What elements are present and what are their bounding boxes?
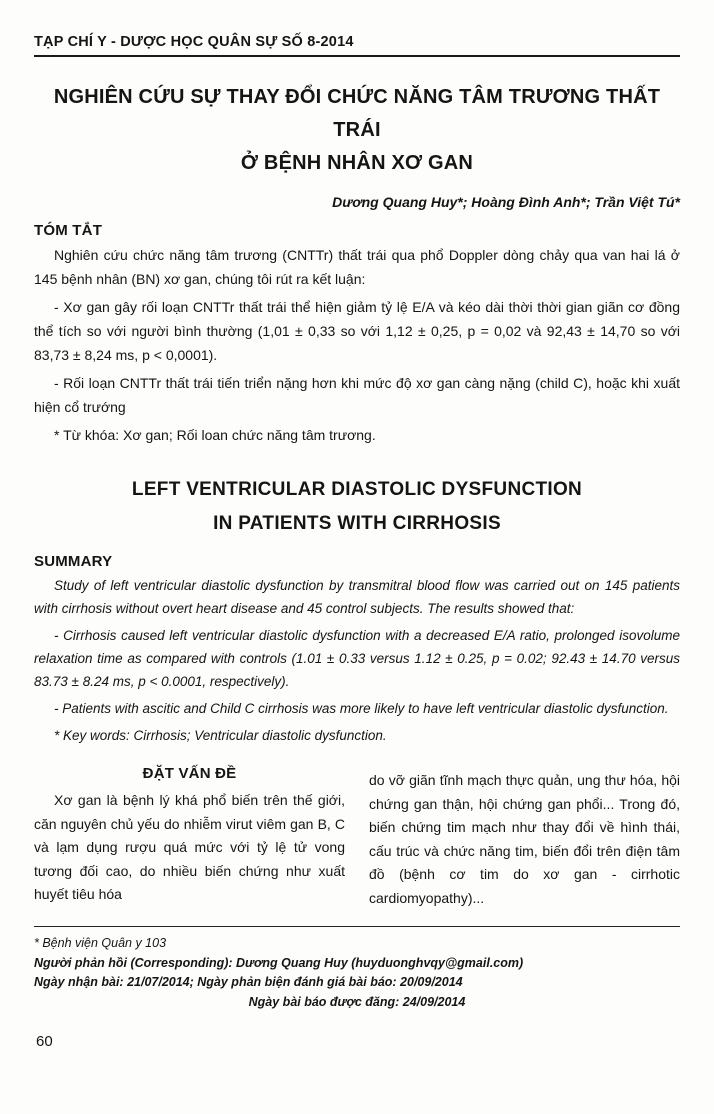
keywords-label-vi: * Từ khóa: [54,427,120,443]
summary-paragraph-3: - Patients with ascitic and Child C cirrhosis was more likely to have left ventricular diastolic dysfunction. [54,701,669,716]
keywords-text-vi: Xơ gan; Rối loan chức năng tâm trương. [119,427,376,443]
footnote-publish-date: Ngày bài báo được đăng: 24/09/2014 [248,994,466,1009]
article-title-en-line1: LEFT VENTRICULAR DIASTOLIC DYSFUNCTION [131,479,583,500]
article-title-vietnamese [34,81,680,180]
article-title-vi-line2: Ở BỆNH NHÂN XƠ GAN [240,152,474,174]
intro-paragraph-left: Xơ gan là bệnh lý khá phổ biến trên thế giới, căn nguyên chủ yếu do nhiễm virut viêm gan B, C và lạm dụng rượu quá mức với tỷ lệ tử vong tương đối cao, do nhiều biến chứng như xuất huyết tiêu hóa [34,792,345,902]
left-column [34,765,345,910]
footnotes [34,926,680,1012]
footnote-review-dates: Ngày nhận bài: 21/07/2014; Ngày phản biện đánh giá bài báo: 20/09/2014 [34,975,463,989]
article-title-vi-line1: NGHIÊN CỨU SỰ THAY ĐỔI CHỨC NĂNG TÂM TRƯƠNG THẤT TRÁI [53,86,661,141]
summary-paragraph-1: Study of left ventricular diastolic dysfunction by transmitral blood flow was carried out on 145 patients with cirrhosis without overt heart disease and 45 control subjects. The results showed that: [34,578,680,616]
summary-heading: SUMMARY [34,553,113,570]
journal-header [34,34,680,57]
keywords-label-en: * Key words: [54,728,130,743]
keywords-line-en [34,724,680,747]
footnote-rule [34,926,680,927]
footnote-affiliation: * Bệnh viện Quân y 103 [34,936,167,950]
summary-paragraph-2: - Cirrhosis caused left ventricular diastolic dysfunction with a decreased E/A ratio, prolonged isovolume relaxation time as compared with controls (1.01 ± 0.33 versus 1.12 ± 0.25, p = 0.02; 92.43 ± 14.70 versus 83.73 ± 8.24 ms, p < 0.0001, respectively). [34,628,680,689]
intro-heading: ĐẶT VẤN ĐỀ [142,765,237,782]
abstract-vi-paragraph-2: - Xơ gan gây rối loạn CNTTr thất trái thể hiện giảm tỷ lệ E/A và kéo dài thời thời gian giãn cơ đồng thể tích so với người bình thường (1,01 ± 0,33 so với 1,12 ± 0,25, p = 0,02 và 92,43 ± 14,70 so với 83,73 ± 8,24 ms, p < 0,0001). [34,299,680,363]
keywords-text-en: Cirrhosis; Ventricular diastolic dysfunction. [129,728,387,743]
header-rule [34,55,680,57]
article-title-en-line2: IN PATIENTS WITH CIRRHOSIS [213,513,501,534]
page-number: 60 [36,1033,53,1050]
article-title-english [34,473,680,541]
keywords-line-vi [34,423,680,447]
two-column-body [34,765,680,910]
abstract-vi-paragraph-1: Nghiên cứu chức năng tâm trương (CNTTr) thất trái qua phổ Doppler dòng chảy qua van hai lá ở 145 bệnh nhân (BN) xơ gan, chúng tôi rút ra kết luận: [34,247,680,287]
abstract-heading-vi: TÓM TẮT [34,222,103,239]
intro-paragraph-right: do vỡ giãn tĩnh mạch thực quản, ung thư hóa, hội chứng gan thận, hội chứng gan phổi... Trong đó, biến chứng tim mạch như thay đổi về hình thái, cấu trúc và chức năng tim, biến đổi trên điện tâm đồ (bệnh cơ tim do xơ gan - cirrhotic cardiomyopathy)... [369,772,680,906]
right-column [369,765,680,910]
journal-header-text: TẠP CHÍ Y - DƯỢC HỌC QUÂN SỰ SỐ 8-2014 [34,34,354,50]
abstract-vi-paragraph-3: - Rối loạn CNTTr thất trái tiến triển nặng hơn khi mức độ xơ gan càng nặng (child C), hoặc khi xuất hiện cổ trướng [34,375,680,415]
footnote-corresponding: Người phản hồi (Corresponding): Dương Quang Huy (huyduonghvqy@gmail.com) [34,955,524,970]
authors-line: Dương Quang Huy*; Hoàng Đình Anh*; Trần Việt Tú* [332,194,680,210]
